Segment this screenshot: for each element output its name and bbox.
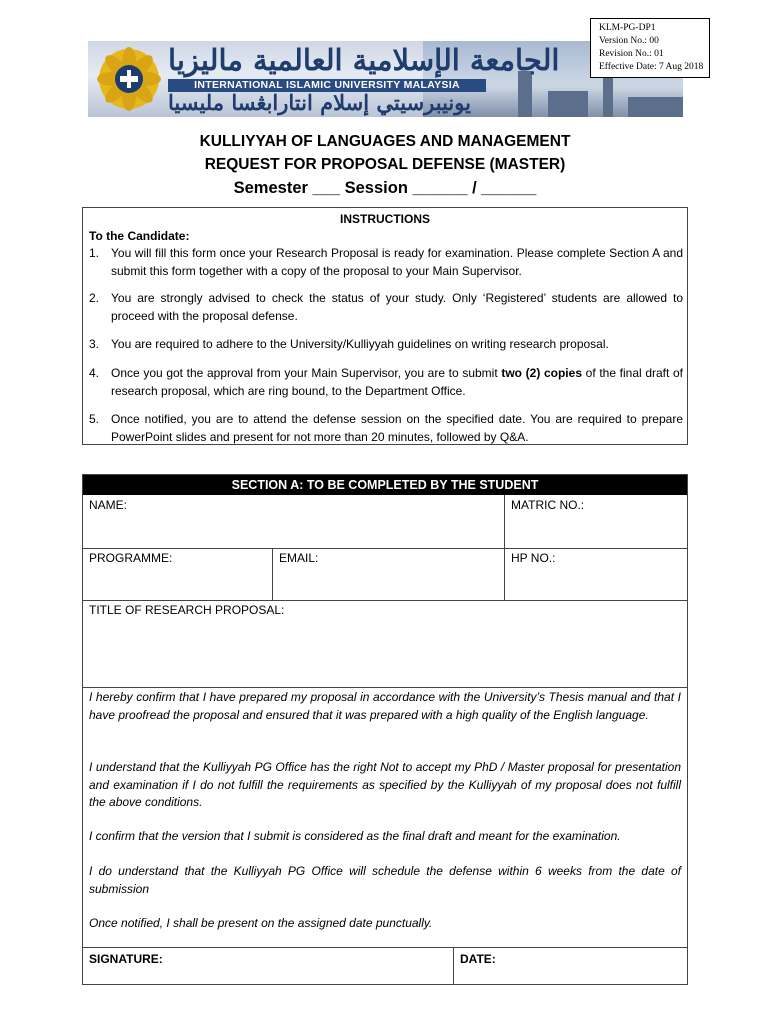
hp-no-field[interactable]: HP NO.: — [511, 551, 556, 565]
instruction-number: 1. — [89, 246, 100, 260]
form-title: REQUEST FOR PROPOSAL DEFENSE (MASTER) — [204, 156, 566, 173]
instruction-item — [89, 336, 683, 354]
instruction-number: 5. — [89, 412, 100, 426]
section-a-heading: SECTION A: TO BE COMPLETED BY THE STUDENT — [83, 475, 687, 495]
form-divider — [83, 548, 687, 549]
instructions-box — [82, 207, 688, 445]
instructions-heading: INSTRUCTIONS — [340, 212, 430, 226]
effective-date: Effective Date: 7 Aug 2018 — [599, 62, 704, 72]
form-divider — [453, 947, 454, 984]
arabic-university-name: الجامعة الإسلامية العالمية ماليزيا — [168, 43, 560, 77]
instruction-text: You will fill this form once your Research Proposal is ready for examination. Please complete Section A and submit this form together with a copy of the proposal to your Main Supervisor. — [111, 246, 683, 278]
programme-field[interactable]: PROGRAMME: — [89, 551, 173, 565]
instruction-item — [89, 411, 683, 446]
declaration-statement: I hereby confirm that I have prepared my proposal in accordance with the University’s Thesis manual and that I have proofread the proposal and ensured that it was prepared with a high quality of the English language. — [89, 690, 681, 722]
instruction-number: 2. — [89, 291, 100, 305]
university-name: INTERNATIONAL ISLAMIC UNIVERSITY MALAYSIA — [168, 79, 486, 92]
date-field[interactable]: DATE: — [460, 952, 496, 966]
instruction-item — [89, 365, 683, 400]
instruction-text-part: of the final draft of research proposal, which are ring bound, to the Department Office. — [111, 366, 683, 398]
name-field[interactable]: NAME: — [89, 498, 128, 512]
candidate-label: To the Candidate: — [89, 229, 190, 243]
instruction-emphasis: two (2) copies — [501, 366, 582, 380]
declaration-statement: I do understand that the Kulliyyah PG Office will schedule the defense within 6 weeks from the date of submission — [89, 864, 681, 896]
instruction-text: You are strongly advised to check the status of your study. Only ‘Registered’ students are allowed to proceed with the proposal defense. — [111, 291, 683, 323]
form-divider — [83, 947, 687, 948]
declaration-statement: Once notified, I shall be present on the assigned date punctually. — [89, 916, 433, 930]
banner-building — [548, 91, 588, 117]
form-divider — [83, 600, 687, 601]
banner-building — [518, 71, 532, 117]
instruction-number: 3. — [89, 337, 100, 351]
semester-session-line: Semester ___ Session ______ / ______ — [233, 179, 537, 197]
declaration-statement: I confirm that the version that I submit is considered as the final draft and meant for the examination. — [89, 829, 621, 843]
matric-no-field[interactable]: MATRIC NO.: — [511, 498, 585, 512]
banner-building — [628, 97, 683, 117]
document-control-box — [590, 18, 710, 78]
section-a-form — [82, 474, 688, 985]
instruction-text: Once notified, you are to attend the defense session on the specified date. You are required to prepare PowerPoint slides and present for not more than 20 minutes, followed by Q&A. — [111, 412, 683, 444]
form-divider — [272, 548, 273, 600]
instruction-item — [89, 290, 683, 325]
version-number: Version No.: 00 — [599, 36, 659, 46]
instruction-item — [89, 245, 683, 280]
signature-field[interactable]: SIGNATURE: — [89, 952, 163, 966]
university-crest-icon — [96, 46, 162, 112]
form-divider — [83, 687, 687, 688]
instruction-text — [111, 365, 683, 400]
research-title-field[interactable]: TITLE OF RESEARCH PROPOSAL: — [89, 603, 285, 617]
instruction-number: 4. — [89, 366, 100, 380]
declaration-statement: I understand that the Kulliyyah PG Office has the right Not to accept my PhD / Master proposal for presentation and examination if I do not fulfill the requirements as specified by the Kulliyyah of my proposal does not fulfill the above conditions. — [89, 760, 681, 809]
form-title-block — [0, 130, 770, 200]
form-code: KLM-PG-DP1 — [599, 23, 656, 33]
instruction-text-part: Once you got the approval from your Main Supervisor, you are to submit — [111, 366, 502, 380]
form-divider — [504, 495, 505, 600]
revision-number: Revision No.: 01 — [599, 49, 664, 59]
email-field[interactable]: EMAIL: — [279, 551, 319, 565]
instruction-text: You are required to adhere to the University/Kulliyyah guidelines on writing research proposal. — [111, 337, 609, 351]
jawi-university-name: يونيبرسيتي إسلام انتارابڠسا مليسيا — [168, 90, 471, 115]
kulliyyah-title: KULLIYYAH OF LANGUAGES AND MANAGEMENT — [199, 133, 571, 150]
